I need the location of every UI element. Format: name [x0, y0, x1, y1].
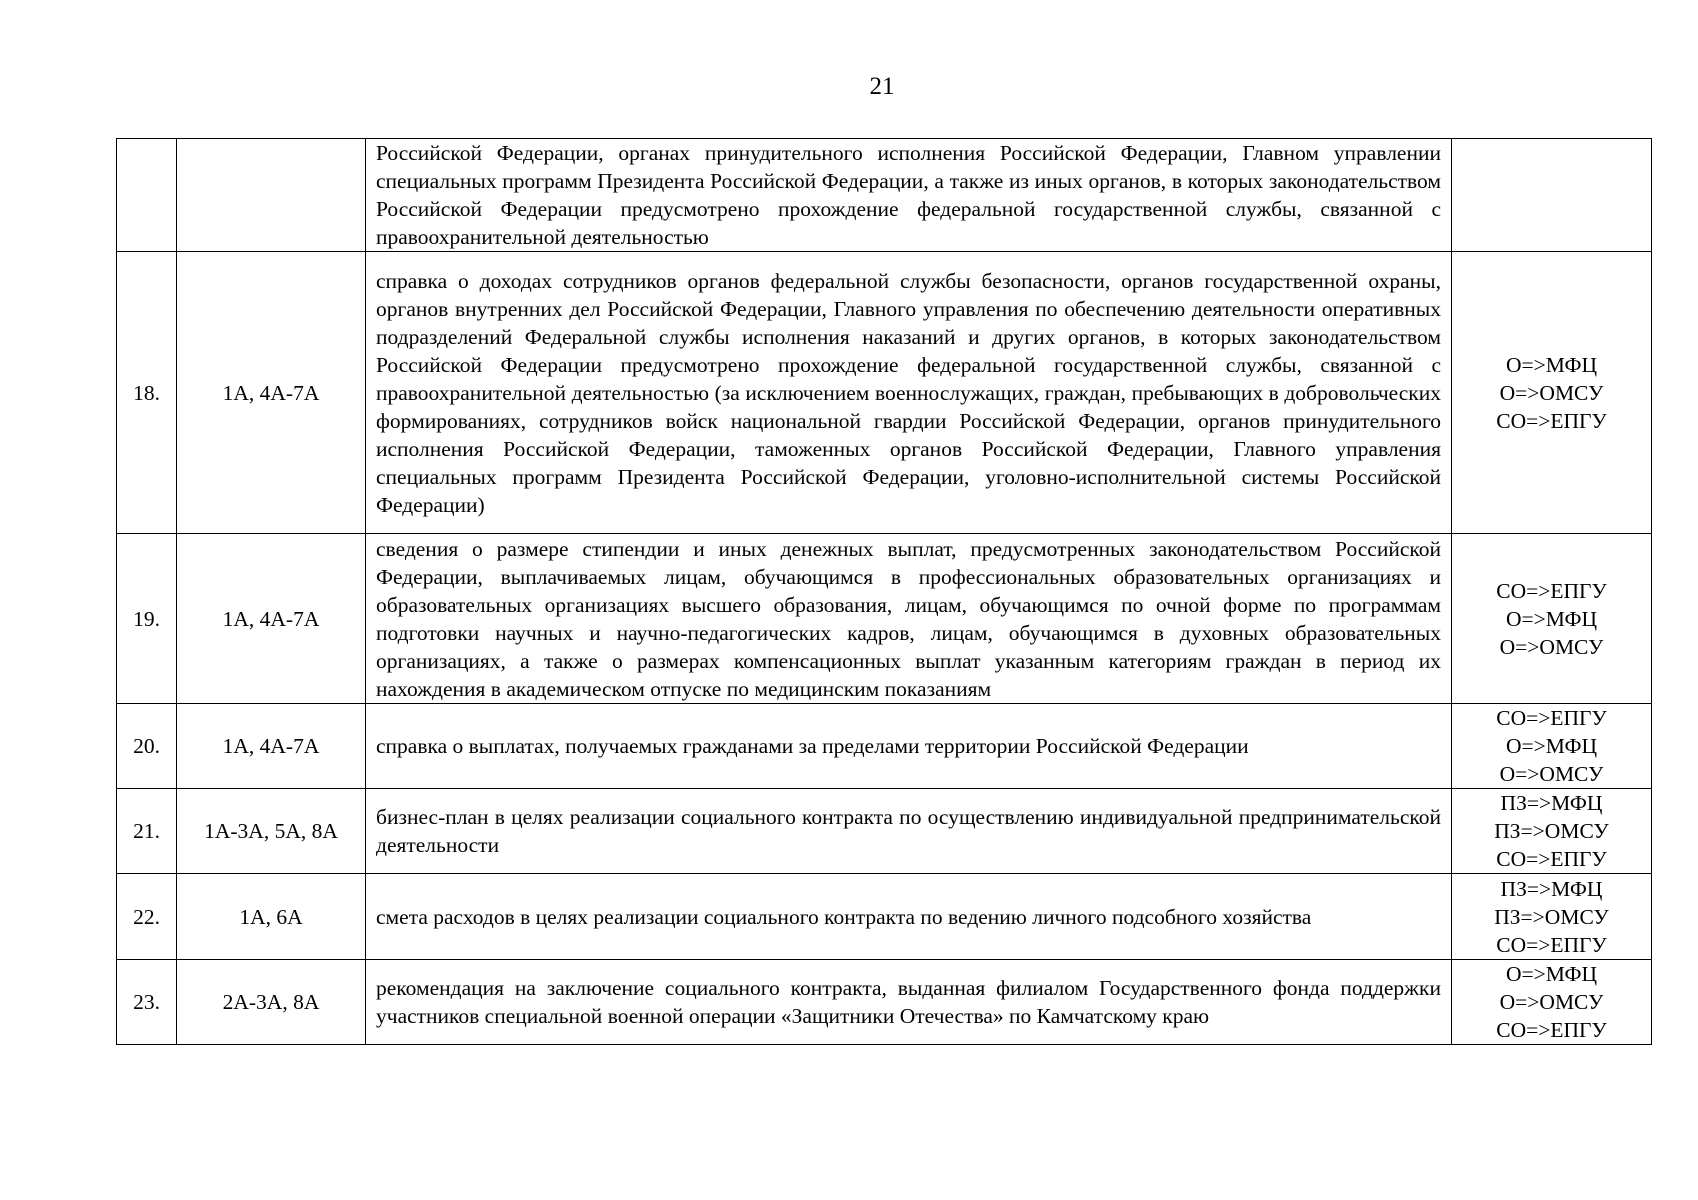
row-routes [1452, 960, 1652, 1045]
route-line: СО=>ЕПГУ [1496, 1018, 1607, 1042]
table-row [117, 960, 1652, 1045]
row-codes: 2А-3А, 8А [177, 960, 366, 1045]
row-number: 18. [117, 252, 177, 534]
row-codes: 1А, 4А-7А [177, 252, 366, 534]
row-routes [1452, 139, 1652, 252]
table-row [117, 534, 1652, 704]
route-line: О=>ОМСУ [1499, 762, 1604, 786]
row-routes [1452, 789, 1652, 874]
table-row [117, 252, 1652, 534]
row-codes: 1А, 4А-7А [177, 534, 366, 704]
route-line: О=>ОМСУ [1499, 990, 1604, 1014]
row-codes: 1А-3А, 5А, 8А [177, 789, 366, 874]
row-routes [1452, 252, 1652, 534]
route-line: СО=>ЕПГУ [1496, 706, 1607, 730]
row-routes [1452, 534, 1652, 704]
route-line: О=>ОМСУ [1499, 380, 1604, 405]
table-row [117, 789, 1652, 874]
route-line: ПЗ=>МФЦ [1500, 876, 1603, 901]
row-number: 19. [117, 534, 177, 704]
row-description: справка о выплатах, получаемых гражданами за пределами территории Российской Федерации [366, 704, 1452, 789]
row-number: 22. [117, 874, 177, 960]
row-codes [177, 139, 366, 252]
row-routes [1452, 874, 1652, 960]
route-line: О=>ОМСУ [1499, 634, 1604, 659]
document-table [116, 138, 1652, 1045]
route-line: СО=>ЕПГУ [1496, 932, 1607, 957]
row-routes [1452, 704, 1652, 789]
route-line: ПЗ=>ОМСУ [1494, 904, 1609, 929]
row-codes: 1А, 4А-7А [177, 704, 366, 789]
row-description: справка о доходах сотрудников органов федеральной службы безопасности, органов государственной охраны, органов внутренних дел Российской Федерации, Главного управления по обеспечению деятельности оперативных подразделений Федеральной службы исполнения наказаний и других органов, в которых законодательством Российской Федерации предусмотрено прохождение федеральной государственной службы, связанной с правоохранительной деятельностью (за исключением военнослужащих, граждан, пребывающих в добровольческих формированиях, сотрудников войск национальной гвардии Российской Федерации, органов принудительного исполнения Российской Федерации, таможенных органов Российской Федерации, Главного управления специальных программ Президента Российской Федерации, уголовно-исполнительной системы Российской Федерации) [366, 252, 1452, 534]
table-row [117, 874, 1652, 960]
table-row [117, 139, 1652, 252]
row-number: 21. [117, 789, 177, 874]
row-description: смета расходов в целях реализации социального контракта по ведению личного подсобного хозяйства [366, 874, 1452, 960]
route-line: ПЗ=>МФЦ [1500, 791, 1603, 815]
route-line: О=>МФЦ [1505, 962, 1598, 986]
row-number: 20. [117, 704, 177, 789]
route-line: О=>МФЦ [1505, 734, 1598, 758]
route-line: О=>МФЦ [1505, 606, 1598, 631]
row-description: Российской Федерации, органах принудительного исполнения Российской Федерации, Главном управлении специальных программ Президента Российской Федерации, а также из иных органов, в которых законодательством Российской Федерации предусмотрено прохождение федеральной государственной службы, связанной с правоохранительной деятельностью [366, 139, 1452, 252]
table-row [117, 704, 1652, 789]
route-line: СО=>ЕПГУ [1496, 578, 1607, 603]
row-number [117, 139, 177, 252]
route-line: О=>МФЦ [1505, 352, 1598, 377]
row-codes: 1А, 6А [177, 874, 366, 960]
row-number: 23. [117, 960, 177, 1045]
route-line: ПЗ=>ОМСУ [1494, 819, 1609, 843]
page-number: 21 [869, 73, 895, 100]
row-description: бизнес-план в целях реализации социального контракта по осуществлению индивидуальной предпринимательской деятельности [366, 789, 1452, 874]
route-line: СО=>ЕПГУ [1496, 408, 1607, 433]
route-line: СО=>ЕПГУ [1496, 847, 1607, 871]
row-description: рекомендация на заключение социального контракта, выданная филиалом Государственного фонда поддержки участников специальной военной операции «Защитники Отечества» по Камчатскому краю [366, 960, 1452, 1045]
row-description: сведения о размере стипендии и иных денежных выплат, предусмотренных законодательством Российской Федерации, выплачиваемых лицам, обучающимся в профессиональных образовательных организациях и образовательных организациях высшего образования, лицам, обучающимся по очной форме по программам подготовки научных и научно-педагогических кадров, лицам, обучающимся в духовных образовательных организациях, а также о размерах компенсационных выплат указанным категориям граждан в период их нахождения в академическом отпуске по медицинским показаниям [366, 534, 1452, 704]
